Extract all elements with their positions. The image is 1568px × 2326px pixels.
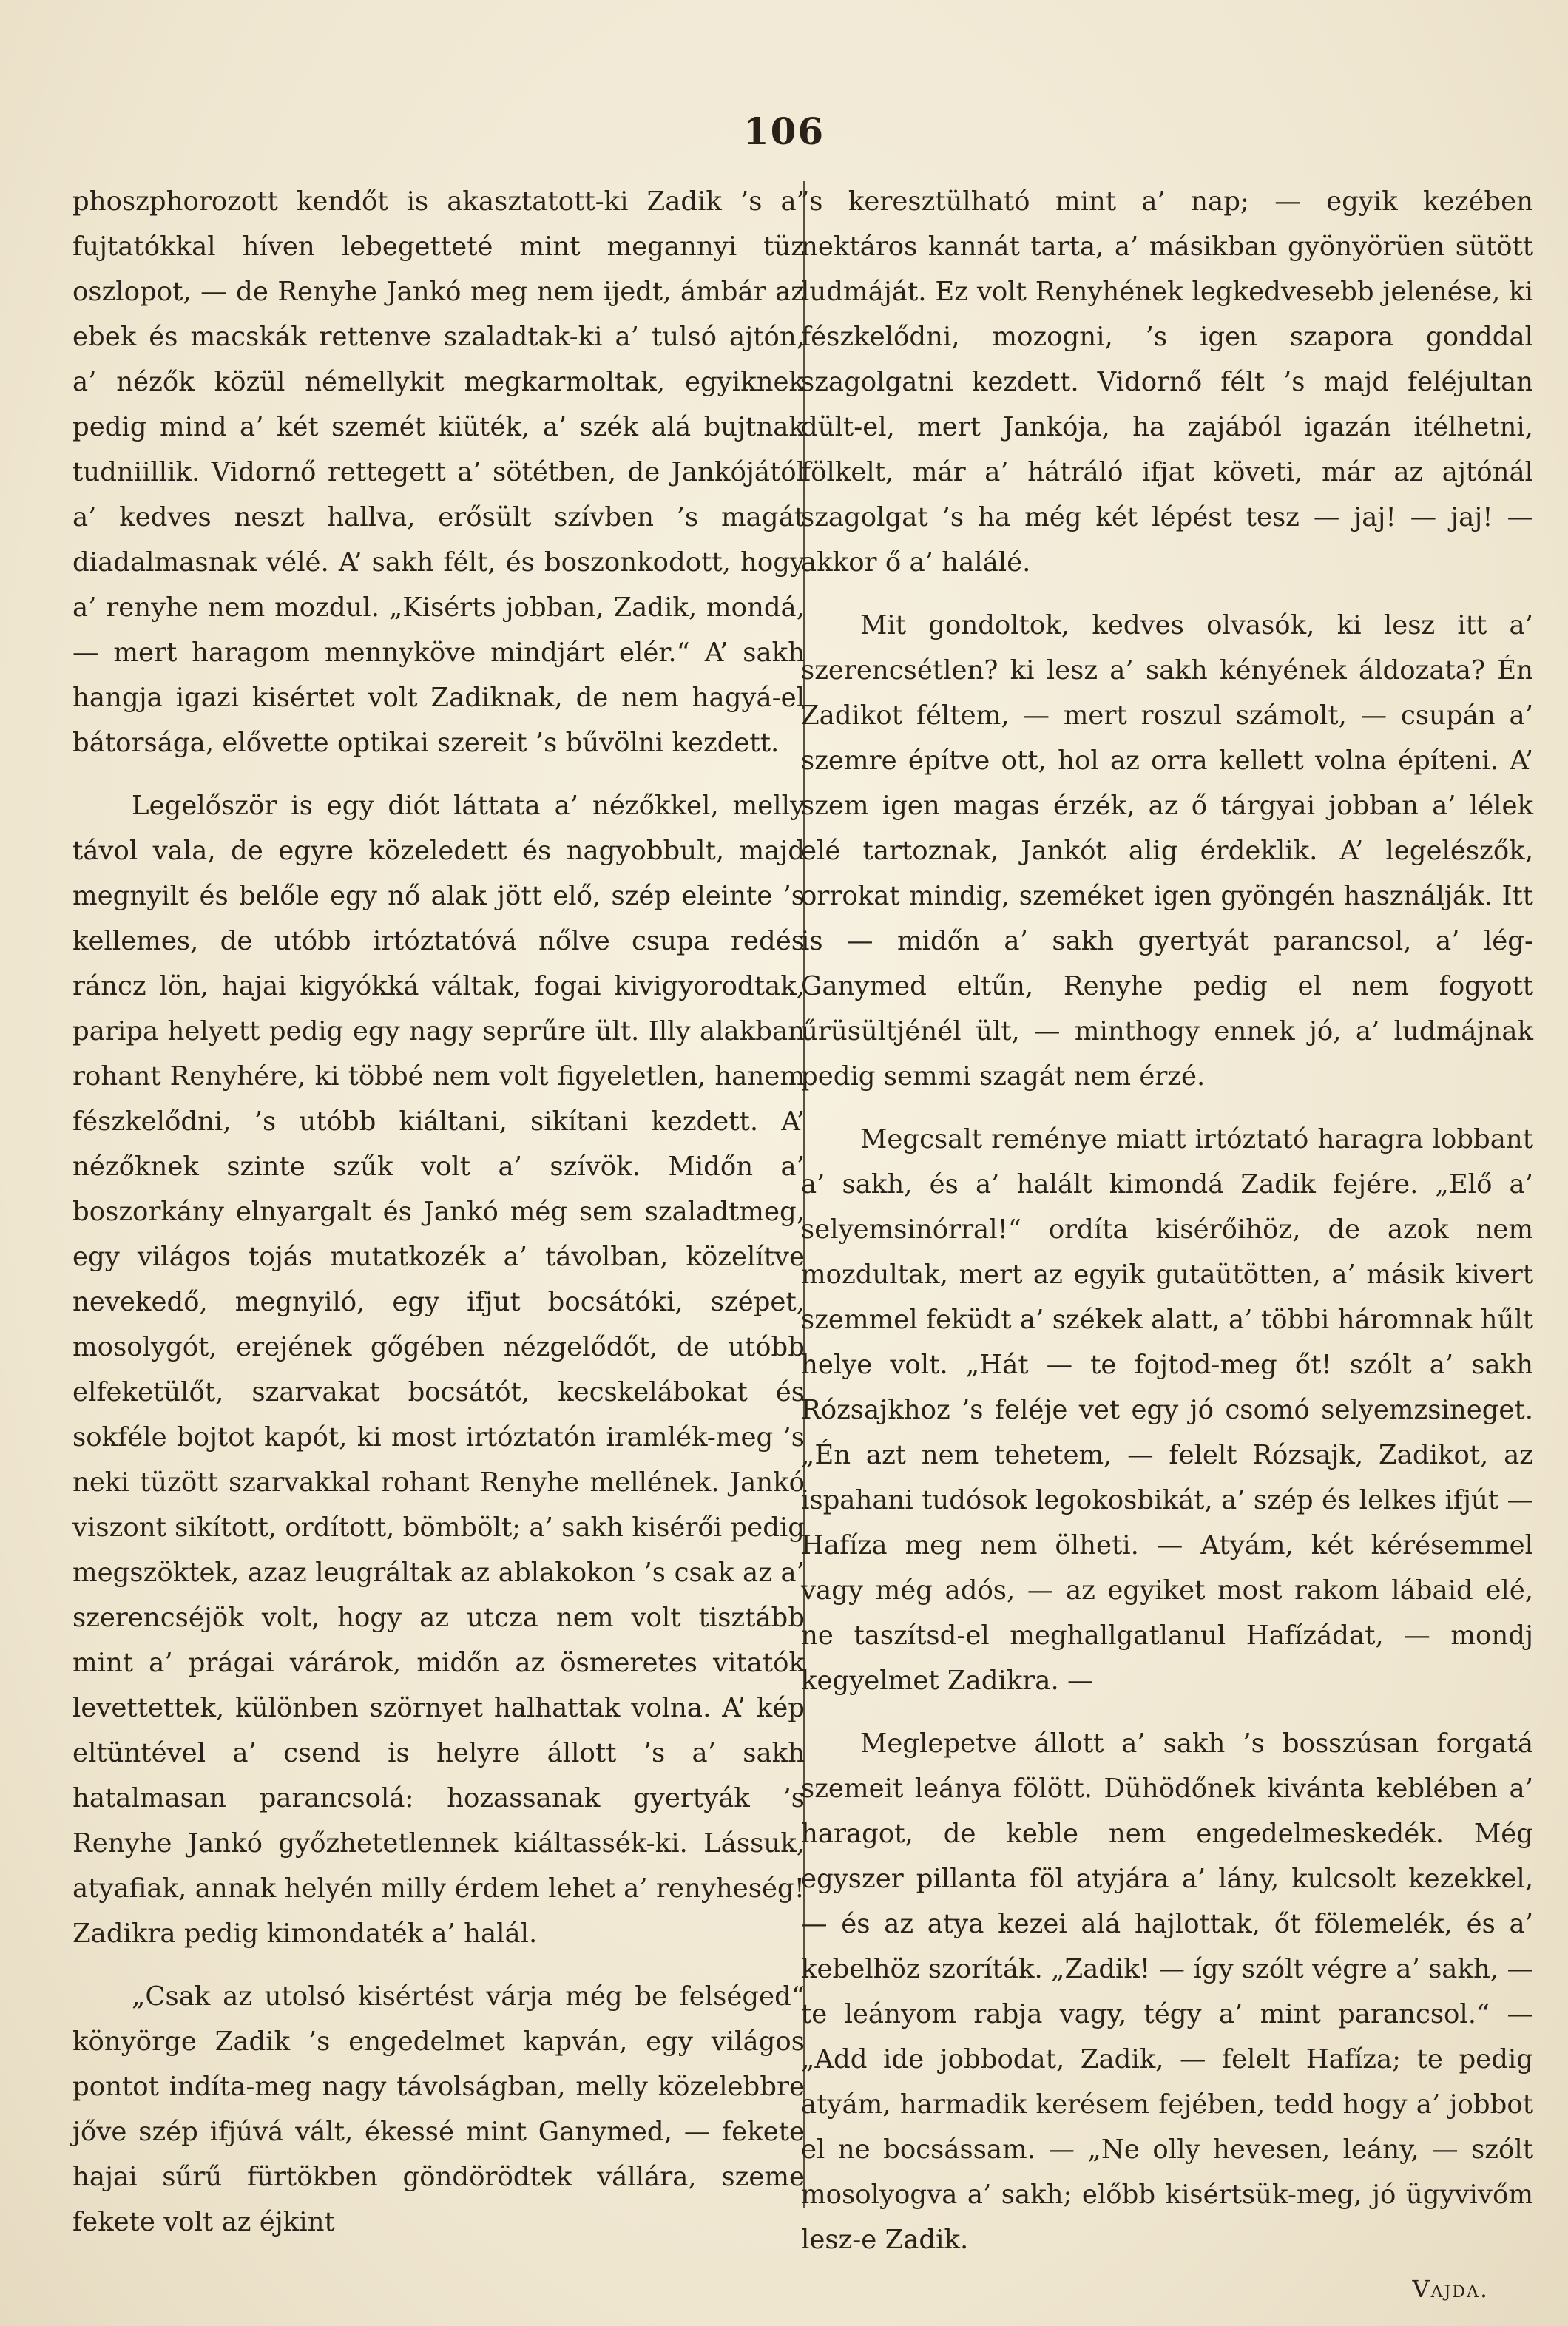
author-signature: Vajda.: [1412, 2275, 1489, 2303]
page-number: 106: [743, 109, 825, 153]
paragraph: „Csak az utolsó kisértést várja még be felséged“ könyörge Zadik ’s engedelmet kapván, egy világos pontot indíta-meg nagy távolságban, melly közelebbre jőve szép ifjúvá vált, ékessé mint Ganymed, — fekete hajai sűrű fürtökben göndörödtek vállára, szeme fekete volt az éjkint: [72, 1981, 805, 2237]
paragraph: ’s keresztülható mint a’ nap; — egyik kezében nektáros kannát tarta, a’ másikban gyönyörüen sütött ludmáját. Ez volt Renyhének legkedvesebb jelenése, ki fészkelődni, mozogni, ’s igen szapora gonddal szagolgatni kezdett. Vidornő félt ’s majd feléjultan dült-el, mert Jankója, ha zajából igazán itélhetni, fölkelt, már a’ hátráló ifjat követi, már az ajtónál szagolgat ’s ha még két lépést tesz — jaj! — jaj! — akkor ő a’ halálé.: [801, 186, 1533, 578]
left-column: [72, 179, 805, 2245]
paragraph: Megcsalt reménye miatt irtóztató haragra lobbant a’ sakh, és a’ halált kimondá Zadik fejére. „Elő a’ selyemsinórral!“ ordíta kisérőihöz, de azok nem mozdultak, mert az egyik gutaütötten, a’ másik kivert szemmel feküdt a’ székek alatt, a’ többi háromnak hűlt helye volt. „Hát — te fojtod-meg őt! szólt a’ sakh Rózsajkhoz ’s feléje vet egy jó csomó selyemzsineget. „Én azt nem tehetem, — felelt Rózsajk, Zadikot, az ispahani tudósok legokosbikát, a’ szép és lelkes ifjút — Hafíza meg nem ölheti. — Atyám, két kérésemmel vagy még adós, — az egyiket most rakom lábaid elé, ne taszítsd-el meghallgatlanul Hafízádat, — mondj kegyelmet Zadikra. —: [801, 1124, 1533, 1696]
paragraph: Mit gondoltok, kedves olvasók, ki lesz itt a’ szerencsétlen? ki lesz a’ sakh kényének áldozata? Én Zadikot féltem, — mert roszul számolt, — csupán a’ szemre építve ott, hol az orra kellett volna építeni. A’ szem igen magas érzék, az ő tárgyai jobban a’ lélek elé tartoznak, Jankót alig érdeklik. A’ legelészők, orrokat mindig, szeméket igen gyöngén használják. Itt is — midőn a’ sakh gyertyát parancsol, a’ lég-Ganymed eltűn, Renyhe pedig el nem fogyott űrüsültjénél ült, — minthogy ennek jó, a’ ludmájnak pedig semmi szagát nem érzé.: [801, 610, 1533, 1092]
paragraph: Legelőször is egy diót láttata a’ nézőkkel, melly távol vala, de egyre közeledett és nagyobbult, majd megnyilt és belőle egy nő alak jött elő, szép eleinte ’s kellemes, de utóbb irtóztatóvá nőlve csupa redés ráncz lön, hajai kigyókká váltak, fogai kivigyorodtak, paripa helyett pedig egy nagy seprűre ült. Illy alakban rohant Renyhére, ki többé nem volt figyeletlen, hanem fészkelődni, ’s utóbb kiáltani, sikítani kezdett. A’ nézőknek szinte szűk volt a’ szívök. Midőn a’ boszorkány elnyargalt és Jankó még sem szaladtmeg, egy világos tojás mutatkozék a’ távolban, közelítve nevekedő, megnyiló, egy ifjut bocsátóki, szépet, mosolygót, erejének gőgében nézgelődőt, de utóbb elfeketülőt, szarvakat bocsátót, kecskelábokat és sokféle bojtot kapót, ki most irtóztatón iramlék-meg ’s neki tüzött szarvakkal rohant Renyhe mellének. Jankó viszont sikított, ordított, bömbölt; a’ sakh kisérői pedig megszöktek, azaz leugráltak az ablakokon ’s csak az a’ szerencséjök volt, hogy az utcza nem volt tisztább mint a’ prágai várárok, midőn az ösmeretes vitatók levettettek, különben szörnyet halhattak volna. A’ kép eltüntével a’ csend is helyre állott ’s a’ sakh hatalmasan parancsolá: hozassanak gyertyák ’s Renyhe Jankó győzhetetlennek kiáltassék-ki. Lássuk, atyafiak, annak helyén milly érdem lehet a’ renyheség! Zadikra pedig kimondaték a’ halál.: [72, 791, 805, 1949]
paragraph: phoszphorozott kendőt is akasztatott-ki Zadik ’s a’ fujtatókkal híven lebegetteté mint megannyi tüz oszlopot, — de Renyhe Jankó meg nem ijedt, ámbár az ebek és macskák rettenve szaladtak-ki a’ tulsó ajtón, a’ nézők közül némellykit megkarmoltak, egyiknek pedig mind a’ két szemét kiüték, a’ szék alá bujtnak tudniillik. Vidornő rettegett a’ sötétben, de Jankójától a’ kedves neszt hallva, erősült szívben ’s magát diadalmasnak vélé. A’ sakh félt, és boszonkodott, hogy a’ renyhe nem mozdul. „Kisérts jobban, Zadik, mondá, — mert haragom mennyköve mindjárt elér.“ A’ sakh hangja igazi kisértet volt Zadiknak, de nem hagyá-el bátorsága, elővette optikai szereit ’s bűvölni kezdett.: [72, 186, 805, 758]
right-column: [801, 179, 1533, 2312]
paragraph: Meglepetve állott a’ sakh ’s bosszúsan forgatá szemeit leánya fölött. Dühödőnek kivánta keblében a’ haragot, de keble nem engedelmeskedék. Még egyszer pillanta föl atyjára a’ lány, kulcsolt kezekkel, — és az atya kezei alá hajlottak, őt fölemelék, és a’ kebelhöz szoríták. „Zadik! — így szólt végre a’ sakh, — te leányom rabja vagy, tégy a’ mint parancsol.“ — „Add ide jobbodat, Zadik, — felelt Hafíza; te pedig atyám, harmadik kerésem fejében, tedd hogy a’ jobbot el ne bocsássam. — „Ne olly hevesen, leány, — szólt mosolyogva a’ sakh; előbb kisértsük-meg, jó ügyvivőm lesz-e Zadik.: [801, 1728, 1533, 2255]
